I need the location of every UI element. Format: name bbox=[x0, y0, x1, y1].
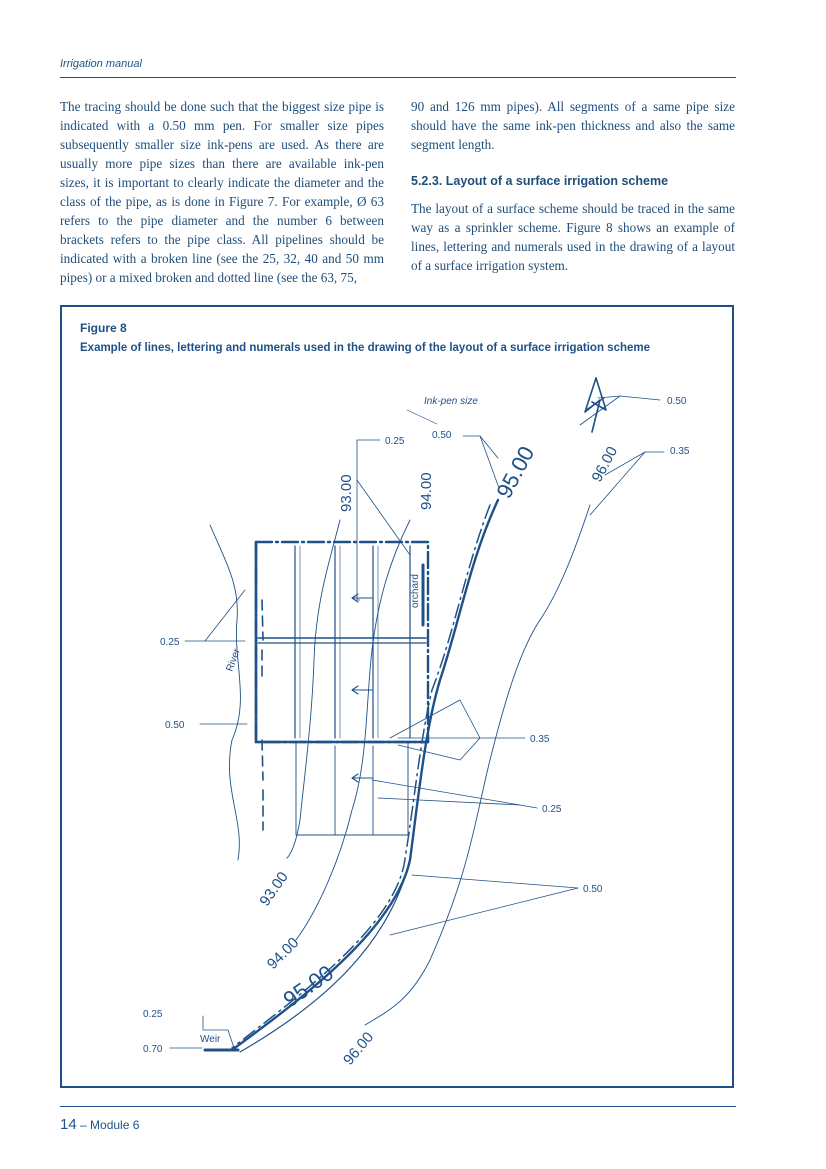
pen-size-label: 0.50 bbox=[583, 884, 603, 895]
body-paragraph: 90 and 126 mm pipes). All segments of a same pipe size should have the same ink-pen thickness and also the same segment length. bbox=[411, 99, 735, 152]
module-label: – Module 6 bbox=[76, 1118, 140, 1132]
section-heading: 5.2.3. Layout of a surface irrigation scheme bbox=[411, 174, 669, 188]
pen-size-label: 0.25 bbox=[542, 804, 562, 815]
contour-label: 93.00 bbox=[338, 474, 355, 512]
contour-label: 96.00 bbox=[588, 443, 622, 485]
contour-label: 93.00 bbox=[256, 868, 292, 910]
ink-pen-size-label: Ink-pen size bbox=[424, 396, 478, 407]
pen-size-label: 0.70 bbox=[143, 1044, 163, 1055]
figure-title: Example of lines, lettering and numerals used in the drawing of the layout of a surface irrigation scheme bbox=[80, 342, 651, 354]
pen-size-label: 0.25 bbox=[385, 436, 405, 447]
pen-size-label: 0.25 bbox=[160, 637, 180, 648]
river-label: River bbox=[224, 647, 243, 674]
pen-size-label: 0.25 bbox=[143, 1009, 163, 1020]
contour-label: 95.00 bbox=[278, 960, 338, 1013]
page-footer bbox=[60, 1116, 139, 1134]
body-paragraph: The layout of a surface scheme should be traced in the same way as a sprinkler scheme. Figure 8 shows an example of lines, lettering and numerals used in the drawing of a layout of a surface irrigation system. bbox=[411, 201, 735, 273]
contour-label: 94.00 bbox=[418, 472, 435, 510]
figure-label: Figure 8 bbox=[80, 321, 127, 335]
pen-size-label: 0.50 bbox=[432, 430, 452, 441]
pen-size-label: 0.50 bbox=[165, 720, 185, 731]
body-paragraph: The tracing should be done such that the biggest size pipe is indicated with a 0.50 mm pen. For smaller size pipes subsequently smaller size ink-pens are used. As there are usually more pipe sizes than there are available ink-pen sizes, it is important to clearly indicate the diameter and the class of the pipe, as is done in Figure 7. For example, Ø 63 refers to the pipe diameter and the number 6 between brackets refers to the pipe class. All pipelines should be indicated with a broken line (see the 25, 32, 40 and 50 mm pipes) or a mixed broken and dotted line (see the 63, 75, bbox=[60, 99, 384, 285]
contour-label: 95.00 bbox=[491, 441, 540, 503]
pen-size-label: 0.35 bbox=[670, 446, 690, 457]
orchard-label: orchard bbox=[410, 574, 421, 608]
running-header: Irrigation manual bbox=[60, 58, 142, 70]
pen-size-label: 0.35 bbox=[530, 734, 550, 745]
page-number: 14 bbox=[60, 1116, 77, 1133]
north-arrow-icon bbox=[585, 378, 606, 432]
weir-label: Weir bbox=[200, 1034, 221, 1045]
footer-rule bbox=[60, 1106, 736, 1107]
pen-size-label: 0.50 bbox=[667, 396, 687, 407]
contour-label: 94.00 bbox=[263, 934, 303, 973]
contour-label: 96.00 bbox=[340, 1028, 378, 1069]
